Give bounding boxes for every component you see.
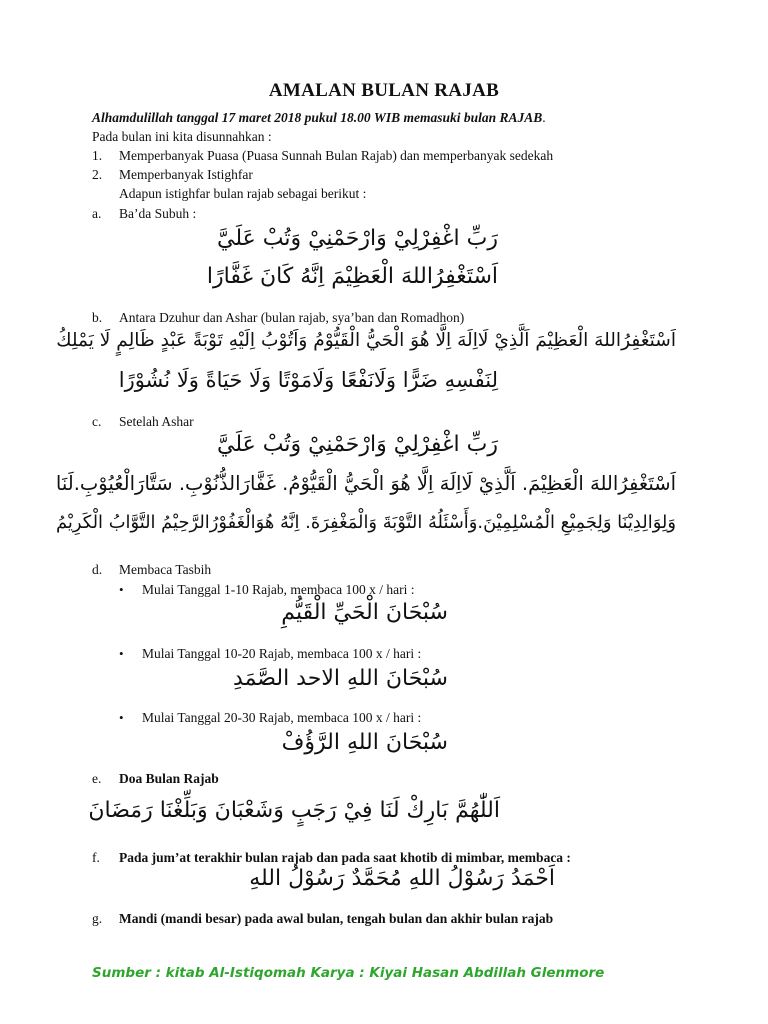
item-text: Memperbanyak Istighfar [119, 167, 253, 182]
item-text: Memperbanyak Puasa (Puasa Sunnah Bulan Rajab) dan memperbanyak sedekah [119, 148, 554, 163]
tasbih-2-arabic: سُبْحَانَ اللهِ الاحد الصَّمَدِ [233, 666, 448, 691]
istighfar-intro: Adapun istighfar bulan rajab sebagai berikut : [119, 186, 367, 201]
section-f-label: Pada jum’at terakhir bulan rajab dan pada saat khotib di mimbar, membaca : [119, 850, 571, 865]
item-marker: 2. [92, 167, 103, 182]
section-f-marker: f. [92, 850, 100, 865]
section-b-marker: b. [92, 310, 103, 325]
section-a-marker: a. [92, 206, 102, 221]
tasbih-1-text: Mulai Tanggal 1-10 Rajab, membaca 100 x / hari : [142, 582, 415, 597]
source-citation: Sumber : kitab Al-Istiqomah Karya : Kiyai Hasan Abdillah Glenmore [92, 965, 605, 981]
tasbih-3-arabic: سُبْحَانَ اللهِ الرَّؤُفْ [281, 730, 448, 755]
section-g-marker: g. [92, 911, 103, 926]
section-c-arabic-3: وَلِوَالِدِيْنَا وَلِجَمِيْعِ الْمُسْلِمِيْنَ.وَأَسْئَلُهُ التَّوْبَةَ وَالْمَغْفِرَةَ. اِنَّهُ هُوَالْغَفُوْرُالرَّحِيْمُ التَّوَّابُ الْكَرِيْمُ [56, 512, 676, 533]
intro-text: Alhamdulillah tanggal 17 maret 2018 pukul 18.00 WIB memasuki bulan RAJAB [92, 110, 543, 125]
section-b-label: Antara Dzuhur dan Ashar (bulan rajab, sya’ban dan Romadhon) [119, 310, 465, 325]
section-e-arabic: اَللّٰهُمَّ بَارِكْ لَنَا فِيْ رَجَبٍ وَشَعْبَانَ وَبَلِّغْنَا رَمَضَانَ [88, 798, 500, 823]
intro-line [92, 110, 546, 126]
section-c-arabic-1: رَبِّ اغْفِرْلِيْ وَارْحَمْنِيْ وَتُبْ عَلَيَّ [217, 432, 498, 457]
bullet-glyph: • [119, 582, 124, 597]
section-e-marker: e. [92, 771, 102, 786]
intro-period: . [542, 110, 546, 125]
item-marker: 1. [92, 148, 103, 163]
section-b-arabic-1: اَسْتَغْفِرُاللهَ الْعَظِيْمَ اَلَّذِيْ لَااِلَهَ اِلَّا هُوَ الْحَيُّ الْقَيُّوْمُ وَاَتُوْبُ اِلَيْهِ تَوْبَةً عَبْدٍ ظَالِمٍ لَا يَمْلِكُ [56, 330, 676, 351]
section-c-arabic-2: اَسْتَغْفِرُاللهَ الْعَظِيْمَ. اَلَّذِيْ لَااِلَهَ اِلَّا هُوَ الْحَيُّ الْقَيُّوْمُ. غَفَّارَالذُّنُوْبِ. سَتَّارَالْعُيُوْبِ.لَنَا [55, 472, 676, 495]
tasbih-2-text: Mulai Tanggal 10-20 Rajab, membaca 100 x / hari : [142, 646, 422, 661]
section-f-arabic: اَحْمَدُ رَسُوْلُ اللهِ مُحَمَّدٌ رَسُوْلُ اللهِ [249, 866, 555, 891]
section-b-arabic-2: لِنَفْسِهِ ضَرًّا وَلَانَفْعًا وَلَامَوْتًا وَلَا حَيَاةً وَلَا نُشُوْرًا [118, 368, 498, 392]
section-e-label: Doa Bulan Rajab [119, 771, 219, 786]
sunnah-line: Pada bulan ini kita disunnahkan : [92, 129, 272, 144]
bullet-glyph: • [119, 710, 124, 725]
section-a-arabic-1: رَبِّ اغْفِرْلِيْ وَارْحَمْنِيْ وَتُبْ عَلَيَّ [217, 226, 498, 251]
bullet-glyph: • [119, 646, 124, 661]
section-c-marker: c. [92, 414, 102, 429]
section-d-marker: d. [92, 562, 103, 577]
section-a-label: Ba’da Subuh : [119, 206, 197, 221]
section-g-label: Mandi (mandi besar) pada awal bulan, tengah bulan dan akhir bulan rajab [119, 911, 554, 926]
section-c-label: Setelah Ashar [119, 414, 194, 429]
page-title: AMALAN BULAN RAJAB [268, 80, 500, 101]
section-d-label: Membaca Tasbih [119, 562, 212, 577]
section-a-arabic-2: اَسْتَغْفِرُاللهَ الْعَظِيْمَ اِنَّهُ كَانَ غَفَّارًا [206, 264, 498, 289]
tasbih-3-text: Mulai Tanggal 20-30 Rajab, membaca 100 x / hari : [142, 710, 422, 725]
tasbih-1-arabic: سُبْحَانَ الْحَيِّ الْقَيُّمِ [281, 600, 448, 625]
